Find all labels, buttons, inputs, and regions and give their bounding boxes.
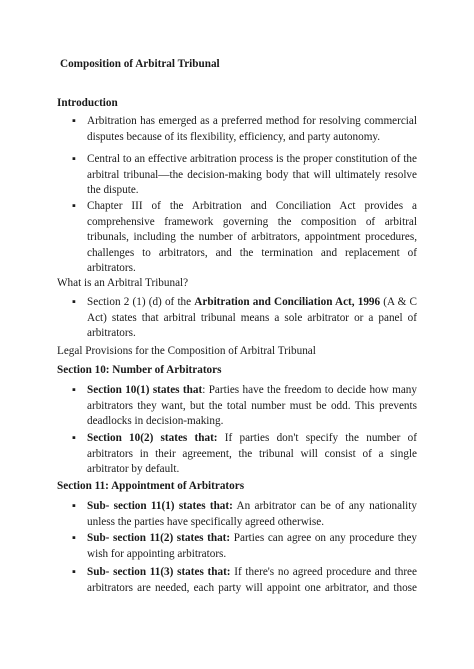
- section-10-1-text: : Parties have the freedom to decide how many arbitrators they want, but the total number must be odd. This prevents deadlocks in decision-making.: [87, 384, 417, 427]
- section-11-2-text: Parties can agree on any procedure they wish for appointing arbitrators.: [87, 532, 417, 560]
- section-10-item-1: [87, 383, 417, 430]
- what-is-item-pre: Section 2 (1) (d) of the: [87, 296, 195, 308]
- bullet-icon: ▪: [72, 296, 76, 308]
- section-11-1-label: Sub- section 11(1) states that:: [87, 500, 233, 512]
- bullet-icon: ▪: [72, 532, 76, 544]
- section-10-2-text: If parties don't specify the number of arbitrators in their agreement, the tribunal will consist of a single arbitrator by default.: [87, 432, 417, 475]
- section-11-3-text: If there's no agreed procedure and three arbitrators are needed, each party will appoint one arbitrator, and those: [87, 566, 417, 594]
- what-is-item: [87, 295, 417, 342]
- section-11-2-label: Sub- section 11(2) states that:: [87, 532, 231, 544]
- what-is-heading: What is an Arbitral Tribunal?: [57, 277, 189, 289]
- section-11-1-text: An arbitrator can be of any nationality unless the parties have specifically agreed otherwise.: [87, 500, 417, 528]
- act-name: Arbitration and Conciliation Act, 1996: [194, 296, 381, 308]
- intro-item-1: Arbitration has emerged as a preferred method for resolving commercial disputes because of its flexibility, efficiency, and party autonomy.: [87, 115, 417, 143]
- section-10-1-label: Section 10(1) states that: [87, 384, 203, 396]
- bullet-icon: ▪: [72, 384, 76, 396]
- what-is-item-post: (A & C Act) states that arbitral tribunal means a sole arbitrator or a panel of arbitrators.: [87, 296, 417, 339]
- section-10-item-2: [87, 431, 417, 478]
- section-11-heading: Section 11: Appointment of Arbitrators: [57, 480, 245, 492]
- section-11-item-3: [87, 565, 417, 596]
- bullet-icon: ▪: [72, 500, 76, 512]
- section-10-2-label: Section 10(2) states that:: [87, 432, 218, 444]
- bullet-icon: ▪: [72, 566, 76, 578]
- intro-item-2: Central to an effective arbitration process is the proper constitution of the arbitral tribunal—the decision-making body that will ultimately resolve the dispute.: [87, 153, 417, 196]
- section-11-3-label: Sub- section 11(3) states that:: [87, 566, 231, 578]
- section-10-heading: Section 10: Number of Arbitrators: [57, 364, 222, 376]
- bullet-icon: ▪: [72, 115, 76, 127]
- bullet-icon: ▪: [72, 200, 76, 212]
- bullet-icon: ▪: [72, 153, 76, 165]
- document-title: Composition of Arbitral Tribunal: [60, 58, 220, 70]
- bullet-icon: ▪: [72, 432, 76, 444]
- section-11-item-1: [87, 499, 417, 530]
- legal-provisions-heading: Legal Provisions for the Composition of Arbitral Tribunal: [57, 345, 316, 357]
- intro-item-3: Chapter III of the Arbitration and Conciliation Act provides a comprehensive framework governing the composition of arbitral tribunals, including the number of arbitrators, appointment procedures, challenges to arbitrators, and the termination and replacement of arbitrators.: [87, 200, 417, 274]
- introduction-heading: Introduction: [57, 97, 118, 109]
- section-11-item-2: [87, 531, 417, 562]
